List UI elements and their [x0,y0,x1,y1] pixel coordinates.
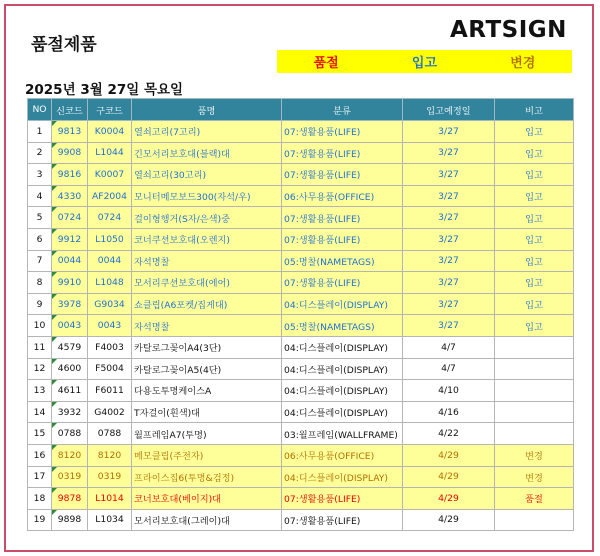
cell-due-date: 4/29 [403,509,495,531]
cell-no: 18 [28,488,52,510]
cell-category: 04:디스플레이(DISPLAY) [282,358,403,380]
cell-note: 입고 [495,250,574,272]
cell-new-code: 4330 [52,185,88,207]
cell-no: 13 [28,380,52,402]
cell-note [495,336,574,358]
cell-old-code: AF2004 [88,185,132,207]
cell-category: 07:생활용품(LIFE) [282,228,403,250]
table-header-col-old-code: 구코드 [88,99,132,121]
cell-old-code: 0044 [88,250,132,272]
table-header-col-category: 분류 [282,99,403,121]
cell-old-code: 8120 [88,444,132,466]
cell-category: 07:생활용품(LIFE) [282,488,403,510]
cell-due-date: 3/27 [403,121,495,143]
table-header-col-note: 비고 [495,99,574,121]
cell-note: 입고 [495,315,574,337]
cell-new-code: 4579 [52,336,88,358]
table-row[interactable] [28,358,574,380]
cell-no: 17 [28,466,52,488]
cell-old-code: L1034 [88,509,132,531]
cell-old-code: G4002 [88,401,132,423]
cell-product-name: 모서리보호대(그레이)대 [132,509,282,531]
table-row[interactable] [28,509,574,531]
cell-old-code: G9034 [88,293,132,315]
cell-category: 04:디스플레이(DISPLAY) [282,401,403,423]
cell-no: 8 [28,272,52,294]
cell-note [495,358,574,380]
cell-note: 입고 [495,164,574,186]
cell-no: 14 [28,401,52,423]
cell-no: 19 [28,509,52,531]
cell-no: 10 [28,315,52,337]
cell-old-code: 0724 [88,207,132,229]
table-header-col-no: NO [28,99,52,121]
cell-new-code: 9908 [52,142,88,164]
cell-note: 입고 [495,121,574,143]
cell-due-date: 4/7 [403,336,495,358]
cell-product-name: 코너보호대(베이지)대 [132,488,282,510]
cell-no: 6 [28,228,52,250]
cell-category: 06:사무용품(OFFICE) [282,444,403,466]
cell-no: 12 [28,358,52,380]
cell-new-code: 3932 [52,401,88,423]
cell-old-code: L1044 [88,142,132,164]
cell-due-date: 3/27 [403,164,495,186]
cell-no: 5 [28,207,52,229]
legend-out-of-stock: 품절 [313,56,339,71]
cell-product-name: 메모클립(주전자) [132,444,282,466]
cell-old-code: L1050 [88,228,132,250]
cell-category: 05:명찰(NAMETAGS) [282,315,403,337]
table-row[interactable] [28,380,574,402]
cell-product-name: 열쇠고리(7고리) [132,121,282,143]
table-row[interactable] [28,466,574,488]
cell-due-date: 4/29 [403,444,495,466]
cell-new-code: 9813 [52,121,88,143]
cell-old-code: 0319 [88,466,132,488]
cell-product-name: 쇼클립(A6포켓/집게대) [132,293,282,315]
cell-category: 07:생활용품(LIFE) [282,142,403,164]
cell-note: 입고 [495,142,574,164]
cell-no: 2 [28,142,52,164]
cell-no: 1 [28,121,52,143]
table-row[interactable] [28,488,574,510]
cell-category: 04:디스플레이(DISPLAY) [282,336,403,358]
cell-note [495,423,574,445]
cell-category: 07:생활용품(LIFE) [282,121,403,143]
cell-due-date: 3/27 [403,272,495,294]
cell-due-date: 4/22 [403,423,495,445]
cell-due-date: 3/27 [403,142,495,164]
cell-product-name: 다용도투명케이스A [132,380,282,402]
cell-new-code: 9878 [52,488,88,510]
cell-no: 15 [28,423,52,445]
cell-category: 04:디스플레이(DISPLAY) [282,466,403,488]
cell-note: 변경 [495,466,574,488]
cell-old-code: K0004 [88,121,132,143]
cell-note: 품절 [495,488,574,510]
cell-category: 07:생활용품(LIFE) [282,164,403,186]
cell-new-code: 9910 [52,272,88,294]
cell-new-code: 0724 [52,207,88,229]
cell-new-code: 0043 [52,315,88,337]
cell-category: 04:디스플레이(DISPLAY) [282,293,403,315]
cell-category: 03:월프레임(WALLFRAME) [282,423,403,445]
cell-due-date: 3/27 [403,228,495,250]
cell-old-code: K0007 [88,164,132,186]
cell-new-code: 0044 [52,250,88,272]
table-row[interactable] [28,423,574,445]
cell-due-date: 4/10 [403,380,495,402]
cell-no: 11 [28,336,52,358]
cell-product-name: 카탈로그꽂이A5(4단) [132,358,282,380]
cell-category: 07:생활용품(LIFE) [282,509,403,531]
cell-product-name: 걸이형행거(S자/은색)중 [132,207,282,229]
cell-old-code: L1048 [88,272,132,294]
cell-new-code: 9898 [52,509,88,531]
cell-old-code: F4003 [88,336,132,358]
table-row[interactable] [28,142,574,164]
table-header-col-due-date: 입고예정일 [403,99,495,121]
cell-due-date: 4/29 [403,488,495,510]
table-header-col-product-name: 품명 [132,99,282,121]
table-row[interactable] [28,250,574,272]
legend-change: 변경 [510,56,536,71]
table-row[interactable] [28,228,574,250]
cell-product-name: 열쇠고리(30고리) [132,164,282,186]
cell-new-code: 0788 [52,423,88,445]
legend-incoming: 입고 [411,56,438,71]
cell-new-code: 4611 [52,380,88,402]
cell-category: 07:생활용품(LIFE) [282,272,403,294]
cell-old-code: F5004 [88,358,132,380]
cell-note: 입고 [495,228,574,250]
cell-category: 07:생활용품(LIFE) [282,207,403,229]
brand-logo: ARTSIGN [450,17,567,43]
cell-no: 7 [28,250,52,272]
table-header-col-new-code: 신코드 [52,99,88,121]
cell-product-name: 모서리쿠션보호대(에어) [132,272,282,294]
page-title: 품절제품 [31,35,97,55]
cell-note [495,509,574,531]
cell-note: 입고 [495,293,574,315]
cell-old-code: F6011 [88,380,132,402]
cell-no: 9 [28,293,52,315]
cell-note: 입고 [495,272,574,294]
cell-category: 04:디스플레이(DISPLAY) [282,380,403,402]
cell-due-date: 3/27 [403,315,495,337]
cell-old-code: L1014 [88,488,132,510]
table-row[interactable] [28,293,574,315]
table-row[interactable] [28,185,574,207]
cell-note: 변경 [495,444,574,466]
table-row[interactable] [28,207,574,229]
cell-due-date: 4/7 [403,358,495,380]
cell-category: 05:명찰(NAMETAGS) [282,250,403,272]
status-legend [277,50,572,73]
table-row[interactable] [28,164,574,186]
cell-old-code: 0788 [88,423,132,445]
product-table [27,98,574,531]
cell-new-code: 8120 [52,444,88,466]
cell-product-name: 긴모서리보호대(블랙)대 [132,142,282,164]
cell-product-name: 프라이스집6(투명&검정) [132,466,282,488]
cell-note: 입고 [495,207,574,229]
table-row[interactable] [28,401,574,423]
table-row[interactable] [28,444,574,466]
cell-note: 입고 [495,185,574,207]
cell-new-code: 9912 [52,228,88,250]
cell-product-name: 자석명찰 [132,315,282,337]
cell-no: 4 [28,185,52,207]
cell-new-code: 4600 [52,358,88,380]
table-body [28,121,574,531]
table-row[interactable] [28,336,574,358]
table-row[interactable] [28,272,574,294]
table-row[interactable] [28,315,574,337]
cell-category: 06:사무용품(OFFICE) [282,185,403,207]
cell-new-code: 3978 [52,293,88,315]
cell-old-code: 0043 [88,315,132,337]
cell-due-date: 3/27 [403,185,495,207]
cell-due-date: 4/16 [403,401,495,423]
cell-product-name: 모니터메모보드300(자석/우) [132,185,282,207]
cell-product-name: 코너쿠션보호대(오렌지) [132,228,282,250]
cell-note [495,380,574,402]
cell-new-code: 9816 [52,164,88,186]
cell-due-date: 3/27 [403,250,495,272]
cell-note [495,401,574,423]
cell-product-name: 자석명찰 [132,250,282,272]
cell-product-name: 카탈로그꽂이A4(3단) [132,336,282,358]
cell-new-code: 0319 [52,466,88,488]
table-row[interactable] [28,121,574,143]
cell-product-name: 월프레임A7(투명) [132,423,282,445]
cell-due-date: 4/29 [403,466,495,488]
table-header-row [28,99,574,121]
cell-product-name: T자걸이(흰색)대 [132,401,282,423]
cell-no: 16 [28,444,52,466]
cell-no: 3 [28,164,52,186]
report-date: 2025년 3월 27일 목요일 [25,82,184,98]
cell-due-date: 3/27 [403,207,495,229]
cell-due-date: 3/27 [403,293,495,315]
